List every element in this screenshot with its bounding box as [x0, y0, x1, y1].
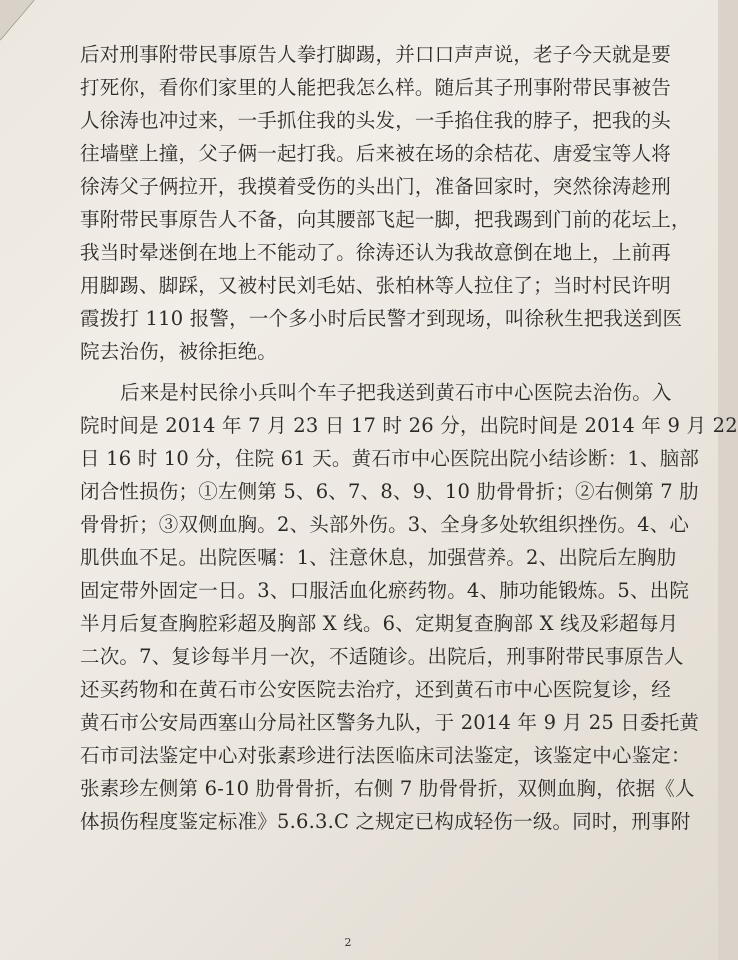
text-line: 闭合性损伤；①左侧第 5、6、7、8、9、10 肋骨骨折；②右侧第 7 肋 [80, 480, 699, 503]
text-line: 还买药物和在黄石市公安医院去治疗，还到黄石市中心医院复诊，经 [80, 678, 672, 701]
text-line: 后对刑事附带民事原告人拳打脚踢，并口口声声说，老子今天就是要 [80, 43, 672, 66]
text-line: 人徐涛也冲过来，一手抓住我的头发，一手掐住我的脖子，把我的头 [80, 109, 672, 132]
text-line: 体损伤程度鉴定标准》5.6.3.C 之规定已构成轻伤一级。同时，刑事附 [80, 810, 691, 833]
text-line: 肌供血不足。出院医嘱：1、注意休息，加强营养。2、出院后左胸肋 [80, 546, 677, 569]
text-line: 黄石市公安局西塞山分局社区警务九队，于 2014 年 9 月 25 日委托黄 [80, 711, 700, 734]
body-text [80, 38, 738, 838]
page-number: 2 [344, 936, 352, 949]
text-line: 霞拨打 110 报警，一个多小时后民警才到现场，叫徐秋生把我送到医 [80, 307, 683, 330]
text-line: 用脚踢、脚踩，又被村民刘毛姑、张柏林等人拉住了；当时村民许明 [80, 274, 672, 297]
text-line: 院去治伤，被徐拒绝。 [80, 340, 278, 363]
page-fold-crease [0, 0, 60, 60]
text-line: 张素珍左侧第 6-10 肋骨骨折，右侧 7 肋骨骨折，双侧血胸，依据《人 [80, 777, 695, 800]
text-line: 徐涛父子俩拉开，我摸着受伤的头出门，准备回家时，突然徐涛趁刑 [80, 175, 672, 198]
text-line: 骨骨折；③双侧血胸。2、头部外伤。3、全身多处软组织挫伤。4、心 [80, 513, 690, 536]
text-line: 打死你，看你们家里的人能把我怎么样。随后其子刑事附带民事被告 [80, 76, 672, 99]
paragraph [80, 38, 691, 368]
text-line: 后来是村民徐小兵叫个车子把我送到黄石市中心医院去治伤。入 [120, 381, 672, 404]
text-line: 事附带民事原告人不备，向其腰部飞起一脚，把我踢到门前的花坛上， [80, 208, 691, 231]
text-line: 日 16 时 10 分，住院 61 天。黄石市中心医院出院小结诊断：1、脑部 [80, 447, 700, 470]
paragraph [80, 376, 738, 838]
text-line: 半月后复查胸腔彩超及胸部 X 线。6、定期复查胸部 X 线及彩超每月 [80, 612, 679, 635]
text-line: 固定带外固定一日。3、口服活血化瘀药物。4、肺功能锻炼。5、出院 [80, 579, 690, 602]
text-line: 我当时晕迷倒在地上不能动了。徐涛还认为我故意倒在地上，上前再 [80, 241, 672, 264]
text-line: 院时间是 2014 年 7 月 23 日 17 时 26 分，出院时间是 2014 年 9 月 22 [80, 414, 738, 437]
text-line: 二次。7、复诊每半月一次，不适随诊。出院后，刑事附带民事原告人 [80, 645, 684, 668]
text-line: 往墙壁上撞，父子俩一起打我。后来被在场的余桔花、唐爱宝等人将 [80, 142, 672, 165]
text-line: 石市司法鉴定中心对张素珍进行法医临床司法鉴定，该鉴定中心鉴定： [80, 744, 691, 767]
